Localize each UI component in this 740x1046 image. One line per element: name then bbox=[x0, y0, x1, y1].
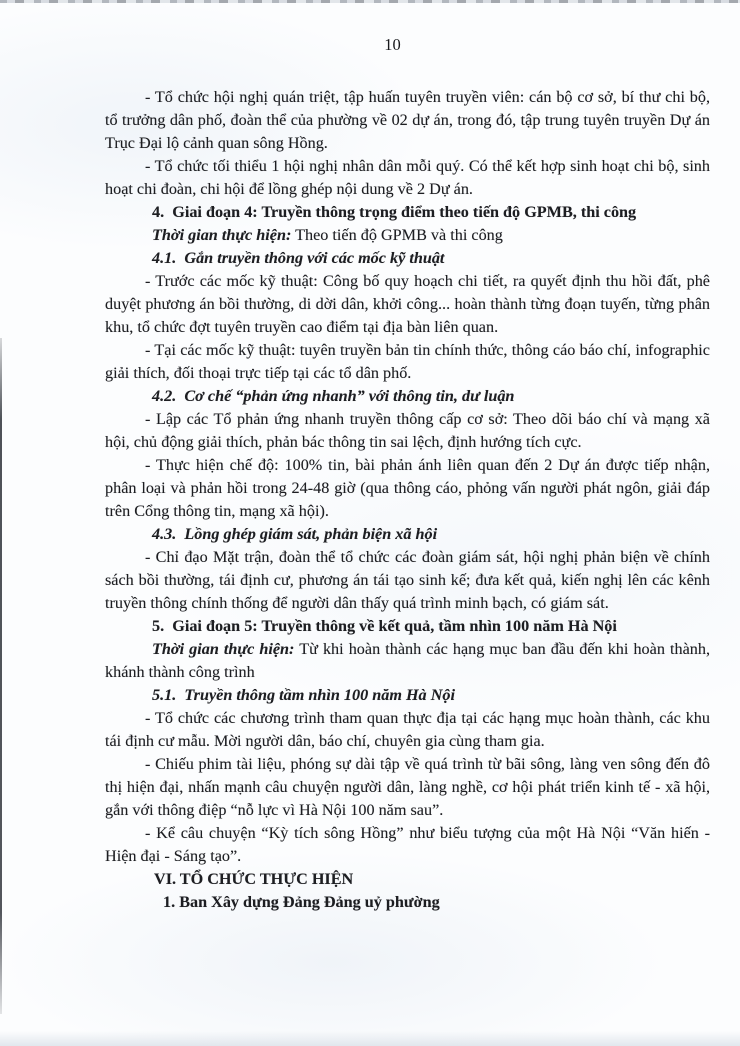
scan-artifact-bottom-smudge bbox=[0, 1031, 740, 1046]
body-paragraph: - Tổ chức tối thiểu 1 hội nghị nhân dân mỗi quý. Có thể kết hợp sinh hoạt chi bộ, sinh hoạt chi đoàn, chi hội để lồng ghép nội dung về 2 Dự án. bbox=[105, 157, 710, 198]
sub-section-heading: 4.2. Cơ chế “phản ứng nhanh” với thông tin, dư luận bbox=[152, 387, 515, 405]
time-frame-line bbox=[105, 224, 710, 247]
document-content bbox=[105, 86, 710, 914]
section-heading: VI. TỔ CHỨC THỰC HIỆN bbox=[154, 870, 354, 888]
phase-heading: 5. Giai đoạn 5: Truyền thông về kết quả, tầm nhìn 100 năm Hà Nội bbox=[152, 617, 617, 635]
body-paragraph: - Chỉ đạo Mặt trận, đoàn thể tổ chức các đoàn giám sát, hội nghị phản biện về chính sách bồi thường, tái định cư, phương án tái tạo sinh kế; đưa kết quả, kiến nghị lên các kênh truyền thông chính thống để người dân thấy quá trình minh bạch, có giám sát. bbox=[105, 548, 710, 612]
sub-heading: 1. Ban Xây dựng Đảng Đảng uỷ phường bbox=[163, 893, 440, 911]
body-paragraph: - Tổ chức hội nghị quán triệt, tập huấn tuyên truyền viên: cán bộ cơ sở, bí thư chi bộ, tổ trưởng dân phố, đoàn thể của phường về 02 dự án, trong đó, tập trung tuyên truyền Dự án Trục Đại lộ cảnh quan sông Hồng. bbox=[105, 88, 710, 152]
sub-section-heading: 4.3. Lồng ghép giám sát, phản biện xã hội bbox=[152, 525, 438, 543]
page-number: 10 bbox=[384, 35, 401, 54]
phase-heading: 4. Giai đoạn 4: Truyền thông trọng điểm theo tiến độ GPMB, thi công bbox=[152, 203, 637, 221]
body-paragraph: - Thực hiện chế độ: 100% tin, bài phản ánh liên quan đến 2 Dự án được tiếp nhận, phân loại và phản hồi trong 24-48 giờ (qua thông cáo, phỏng vấn người phát ngôn, giải đáp trên Cổng thông tin, mạng xã hội). bbox=[105, 456, 710, 520]
time-frame-label: Thời gian thực hiện: bbox=[152, 640, 295, 658]
body-paragraph: - Chiếu phim tài liệu, phóng sự dài tập về quá trình từ bãi sông, làng ven sông đến đô thị hiện đại, nhấn mạnh câu chuyện người dân, làng nghề, cơ hội phát triển kinh tế - xã hội, gắn với thông điệp “nỗ lực vì Hà Nội 100 năm sau”. bbox=[105, 755, 710, 819]
time-frame-text: Theo tiến độ GPMB và thi công bbox=[291, 226, 503, 244]
time-frame-line bbox=[105, 638, 710, 684]
body-paragraph: - Tổ chức các chương trình tham quan thực địa tại các hạng mục hoàn thành, các khu tái định cư mẫu. Mời người dân, báo chí, chuyên gia cùng tham gia. bbox=[105, 709, 710, 750]
body-paragraph: - Kể câu chuyện “Kỳ tích sông Hồng” như biểu tượng của một Hà Nội “Văn hiến - Hiện đại - Sáng tạo”. bbox=[105, 824, 710, 865]
sub-section-heading: 5.1. Truyền thông tầm nhìn 100 năm Hà Nội bbox=[152, 686, 455, 704]
body-paragraph: - Lập các Tổ phản ứng nhanh truyền thông cấp cơ sở: Theo dõi báo chí và mạng xã hội, chủ động giải thích, phản bác thông tin sai lệch, định hướng tích cực. bbox=[105, 410, 710, 451]
sub-section-heading: 4.1. Gắn truyền thông với các mốc kỹ thuật bbox=[152, 249, 445, 267]
scan-artifact-left-edge bbox=[0, 338, 2, 1014]
scan-artifact-top-edge bbox=[0, 0, 740, 3]
time-frame-text: Từ khi hoàn thành các hạng mục ban đầu đến khi hoàn thành, khánh thành công trình bbox=[105, 640, 710, 681]
time-frame-label: Thời gian thực hiện: bbox=[152, 226, 292, 244]
body-paragraph: - Trước các mốc kỹ thuật: Công bố quy hoạch chi tiết, ra quyết định thu hồi đất, phê duyệt phương án bồi thường, di dời dân, khởi công... hoàn thành từng đoạn tuyến, từng phân khu, tổ chức đợt tuyên truyền cao điểm tại địa bàn liên quan. bbox=[105, 272, 710, 336]
body-paragraph: - Tại các mốc kỹ thuật: tuyên truyền bản tin chính thức, thông cáo báo chí, infographic giải thích, đối thoại trực tiếp tại các tổ dân phố. bbox=[105, 341, 710, 382]
